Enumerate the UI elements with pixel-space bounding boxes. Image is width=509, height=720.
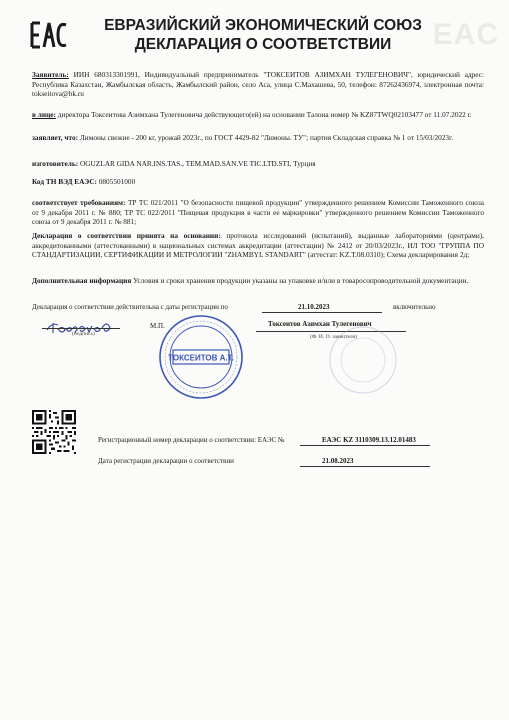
union-title: ЕВРАЗИЙСКИЙ ЭКОНОМИЧЕСКИЙ СОЮЗ <box>104 17 422 34</box>
manufacturer-text: OGUZLAR GIDA NAR.INS.TAS., TEM.MAD.SAN.VE TIC.LTD.STI, Турция <box>79 159 316 168</box>
registration-date-label: Дата регистрации декларации о соответствии <box>98 457 234 465</box>
declares-label: заявляет, что: <box>32 133 79 142</box>
registration-number: ЕАЭС KZ 3110309.13.12.01483 <box>322 436 416 444</box>
applicant-section <box>32 70 484 99</box>
manufacturer-label: изготовитель: <box>32 159 79 168</box>
validity-date-line <box>262 312 382 313</box>
validity-label: Декларация о соответствии действительна с даты регистрации по <box>32 303 228 311</box>
document-header <box>88 16 438 54</box>
tnved-section <box>32 177 484 187</box>
tnved-label: Код ТН ВЭД ЕАЭС: <box>32 177 97 186</box>
declaration-title: ДЕКЛАРАЦИЯ О СООТВЕТСТВИИ <box>134 36 392 53</box>
declares-text: Лимоны свежие - 200 кг, урожай 2023г., по ГОСТ 4429-82 "Лимоны. ТУ"; партия Складская справка № 1 от 15/03/2023г. <box>79 133 454 142</box>
signature-line <box>42 328 120 329</box>
additional-text: Условия и сроки хранения продукции указаны на упаковке и/или в товаросопроводительной документации. <box>133 276 469 285</box>
round-stamp <box>158 314 244 400</box>
eac-watermark: EAC <box>432 18 499 51</box>
applicant-text: ИИН 680313301991, Индивидуальный предприниматель "ТОКСЕИТОВ АЗИМХАН ТУЛЕГЕНОВИЧ", юридический адрес: Республика Казахстан, Жамбылская область, Жамбылский район, село Аса, улица С.Махашева, 50, телефон: 87262436974, электронная почта: tokseitova@bk.ru <box>32 70 484 99</box>
basis-section <box>32 231 484 260</box>
additional-section <box>32 276 484 286</box>
representative-section <box>32 110 484 120</box>
signature-caption: (подпись) <box>72 331 95 337</box>
additional-label: Дополнительная информация <box>32 276 132 285</box>
applicant-label: Заявитель: <box>32 70 69 79</box>
registration-number-label: Регистрационный номер декларации о соответствии: ЕАЭС № <box>98 436 285 444</box>
qr-code <box>32 410 76 454</box>
requirements-text: ТР ТС 021/2011 "О безопасности пищевой продукции" утвержденного решением Комиссии Таможенного союза от 9 декабря 2011 г. № 880; ТР ТС 022/2011 "Пищевая продукция в части ее маркировки" утвержденного решением Комиссии Таможенного союза от 9 декабря 2011 г. № 881; <box>32 198 485 227</box>
representative-text: директора Токсеитова Азимхана Тулегеновича действующего(ей) на основании Талона номер № KZ87TWQ02103477 от 11.07.2022 г. <box>57 110 472 119</box>
representative-label: в лице: <box>32 110 56 119</box>
eac-logo <box>30 20 68 50</box>
validity-suffix: включительно <box>393 303 436 311</box>
name-caption: (Ф. И. О. заявителя) <box>310 334 358 340</box>
registration-number-line <box>300 445 430 446</box>
applicant-name: Токсеитов Азимхан Тулегенович <box>268 320 372 328</box>
registration-date: 21.08.2023 <box>322 457 354 465</box>
basis-label: Декларация о соответствии принята на основании: <box>32 231 221 240</box>
requirements-label: соответствует требованиям: <box>32 198 126 207</box>
faint-stamp <box>328 325 398 395</box>
requirements-section <box>32 198 484 227</box>
tnved-code: 0805501000 <box>98 177 136 186</box>
validity-date: 21.10.2023 <box>298 303 330 311</box>
manufacturer-section <box>32 159 484 169</box>
mp-mark: М.П. <box>150 322 165 330</box>
declares-section <box>32 133 484 143</box>
stamp-text: ТОКСЕИТОВ А.Т. <box>168 353 234 363</box>
registration-date-line <box>300 466 430 467</box>
basis-text: протокола исследований (испытаний), выданные лабораториями (центрами), аккредитованными (аттестованными) в национальных системах аккредитации (аттестации) № 2412 от 20/03/2023г., ИЛ ТОО "ГРУППА ПО СТАНДАРТИЗАЦИИ, СЕРТИФИКАЦИИ И МЕТРОЛОГИИ "ZHAMBYL STANDART" (аттестат: KZ.T.08.0310); Схема декларирования 2д; <box>32 231 484 260</box>
